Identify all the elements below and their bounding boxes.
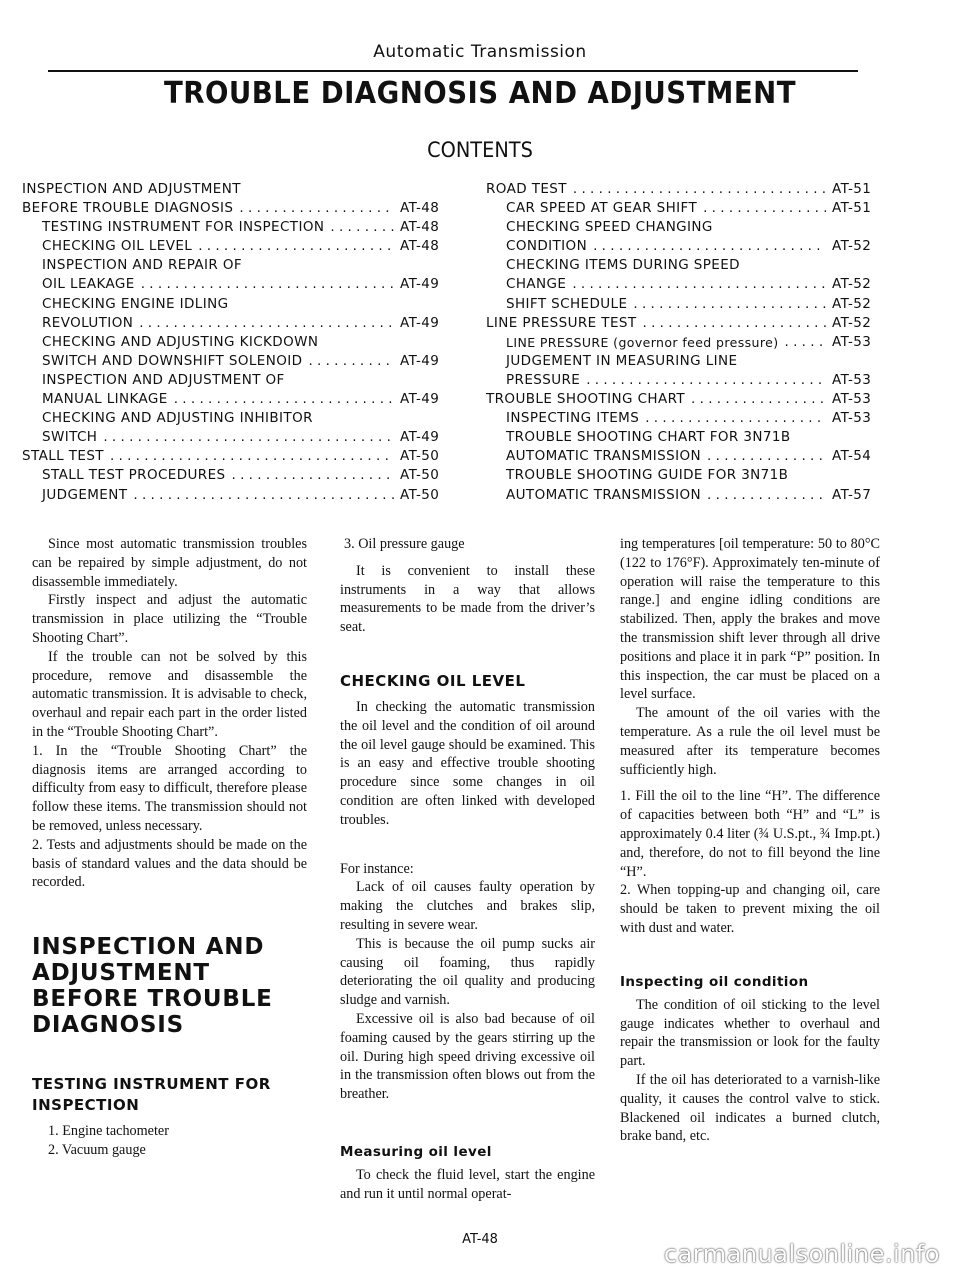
toc-entry[interactable]: OIL LEAKAGE . . . AT-49 [22, 275, 452, 294]
toc-entry[interactable]: CONDITION . . . AT-52 [486, 237, 886, 256]
paragraph: 1. In the “Trouble Shooting Chart” the diagnosis items are arranged according to difficulty from easy to difficult, therefore please follow these items. The transmission should not be removed, unless necessary. [32, 742, 307, 834]
toc-entry: INSPECTION AND ADJUSTMENT [22, 181, 241, 197]
paragraph: 1. Fill the oil to the line “H”. The difference of capacities between both “H” and “L” is approximately 0.4 liter (¾ U.S.pt., ¾ Imp.pt.) and, therefore, do not to fill beyond the line “H”. [620, 788, 880, 880]
paragraph: The condition of oil sticking to the level gauge indicates whether to overhaul and repair the transmission or look for the faulty part. [620, 996, 880, 1070]
paragraph: If the oil has deteriorated to a varnish-like quality, it causes the control valve to stick. Blackened oil indicates a burned clutch, brake band, etc. [620, 1071, 880, 1145]
toc-entry[interactable]: CHECKING OIL LEVEL . . . AT-48 [22, 237, 452, 256]
column-middle [340, 535, 595, 1204]
paragraph: Since most automatic transmission troubles can be repaired by simple adjustment, do not disassemble immediately. [32, 536, 307, 590]
paragraph: The amount of the oil varies with the temperature. As a rule the oil level must be measured after its temperature becomes sufficiently high. [620, 705, 880, 778]
paragraph: This is because the oil pump sucks air causing oil foaming, thus rapidly deteriorating the oil quality and producing sludge and varnish. [340, 935, 595, 1009]
toc-entry[interactable]: LINE PRESSURE TEST . . . AT-52 [486, 314, 886, 333]
column-right [620, 535, 880, 1146]
toc-entry[interactable]: STALL TEST PROCEDURES . . . AT-50 [22, 466, 452, 485]
subsection-heading: TESTING INSTRUMENT FOR INSPECTION [32, 1075, 271, 1115]
toc-entry[interactable]: MANUAL LINKAGE . . . AT-49 [22, 390, 452, 409]
toc-right [486, 180, 886, 505]
paragraph: ing temperatures [oil temperature: 50 to 80°C (122 to 176°F). Approximately ten-minute of operation will raise the temperature to this range.] and engine idling conditions are stabilized. Then, apply the brakes and move the transmission shift lever through all drive positions and place it in park “P” position. In this inspection, the car must be placed on a level surface. [620, 536, 880, 703]
page-number: AT-48 [462, 1232, 498, 1247]
toc-entry: TROUBLE SHOOTING GUIDE FOR 3N71B [506, 467, 789, 484]
toc-entry[interactable]: REVOLUTION . . . AT-49 [22, 314, 452, 333]
toc-entry: CHECKING AND ADJUSTING KICKDOWN [42, 333, 319, 350]
paragraph: To check the fluid level, start the engine and run it until normal operat- [340, 1166, 595, 1202]
toc-entry[interactable]: PRESSURE . . . AT-53 [486, 371, 886, 390]
toc-entry: INSPECTION AND ADJUSTMENT OF [42, 371, 285, 388]
toc-entry: CHECKING ITEMS DURING SPEED [506, 257, 740, 274]
toc-left [22, 180, 452, 505]
column-left [32, 535, 307, 1160]
toc-entry[interactable]: AUTOMATIC TRANSMISSION . . . AT-54 [486, 447, 886, 466]
list-item: 1. Engine tachometer [48, 1123, 169, 1140]
subsection-heading: Inspecting oil condition [620, 973, 809, 990]
section-heading: CHECKING OIL LEVEL [340, 671, 526, 690]
paragraph: 2. Tests and adjustments should be made on the basis of standard values and the data should be recorded. [32, 836, 307, 891]
paragraph: Excessive oil is also bad because of oil foaming caused by the gears stirring up the oil. During high speed driving excessive oil in the transmission often blows out from the breather. [340, 1010, 595, 1103]
page-title: TROUBLE DIAGNOSIS AND ADJUSTMENT [163, 76, 797, 111]
contents-heading: CONTENTS [427, 138, 533, 162]
toc-entry: CHECKING SPEED CHANGING [506, 219, 713, 236]
paragraph: If the trouble can not be solved by this procedure, remove and disassemble the automatic transmission. It is advisable to check, overhaul and repair each part in the order listed in the “Trouble Shooting Chart”. [32, 648, 307, 740]
subsection-heading: Measuring oil level [340, 1143, 492, 1160]
toc-entry: CHECKING AND ADJUSTING INHIBITOR [42, 410, 313, 427]
paragraph: 2. When topping-up and changing oil, care should be taken to prevent mixing the oil with dust and water. [620, 882, 880, 936]
toc-entry[interactable]: CHANGE . . . AT-52 [486, 275, 886, 294]
paragraph: In checking the automatic transmission the oil level and the condition of oil around the oil level gauge should be examined. This is an easy and effective trouble shooting procedure since some changes in oil condition are often linked with developed troubles. [340, 698, 595, 828]
toc-entry[interactable]: LINE PRESSURE (governor feed pressure) . . . AT-53 [486, 333, 886, 352]
toc-entry[interactable]: JUDGEMENT . . . AT-50 [22, 486, 452, 505]
toc-entry: CHECKING ENGINE IDLING [42, 295, 229, 312]
toc-entry[interactable]: STALL TEST . . . AT-50 [22, 447, 452, 466]
paragraph: For instance: [340, 860, 414, 877]
list-item: 3. Oil pressure gauge [344, 536, 465, 552]
list-item: 2. Vacuum gauge [48, 1141, 146, 1158]
toc-entry[interactable]: AUTOMATIC TRANSMISSION . . . AT-57 [486, 486, 886, 505]
toc-entry[interactable]: ROAD TEST . . . AT-51 [486, 180, 886, 199]
paragraph: It is convenient to install these instruments in a way that allows measurements to be made from the driver’s seat. [340, 562, 595, 636]
toc-entry[interactable]: CAR SPEED AT GEAR SHIFT . . . AT-51 [486, 199, 886, 218]
toc-entry[interactable]: TROUBLE SHOOTING CHART . . . AT-53 [486, 390, 886, 409]
watermark: carmanualsonline.info [663, 1240, 940, 1268]
toc-entry[interactable]: SWITCH . . . AT-49 [22, 428, 452, 447]
header-rule [48, 70, 858, 72]
toc-entry: JUDGEMENT IN MEASURING LINE [506, 352, 738, 369]
toc-entry[interactable]: TESTING INSTRUMENT FOR INSPECTION . . . AT-48 [22, 218, 452, 237]
toc-entry: TROUBLE SHOOTING CHART FOR 3N71B [506, 429, 791, 446]
toc-entry[interactable]: SWITCH AND DOWNSHIFT SOLENOID . . . AT-49 [22, 352, 452, 371]
paragraph: Firstly inspect and adjust the automatic transmission in place utilizing the “Trouble Shooting Chart”. [32, 592, 307, 646]
toc-entry[interactable]: INSPECTING ITEMS . . . AT-53 [486, 409, 886, 428]
toc-entry[interactable]: SHIFT SCHEDULE . . . AT-52 [486, 295, 886, 314]
section-header: Automatic Transmission [373, 42, 587, 62]
toc-entry: INSPECTION AND REPAIR OF [42, 257, 243, 274]
section-heading: INSPECTION AND ADJUSTMENT BEFORE TROUBLE DIAGNOSIS [32, 934, 273, 1039]
paragraph: Lack of oil causes faulty operation by making the clutches and brakes slip, resulting in severe wear. [340, 879, 595, 933]
toc-entry[interactable]: BEFORE TROUBLE DIAGNOSIS . . . AT-48 [22, 199, 452, 218]
